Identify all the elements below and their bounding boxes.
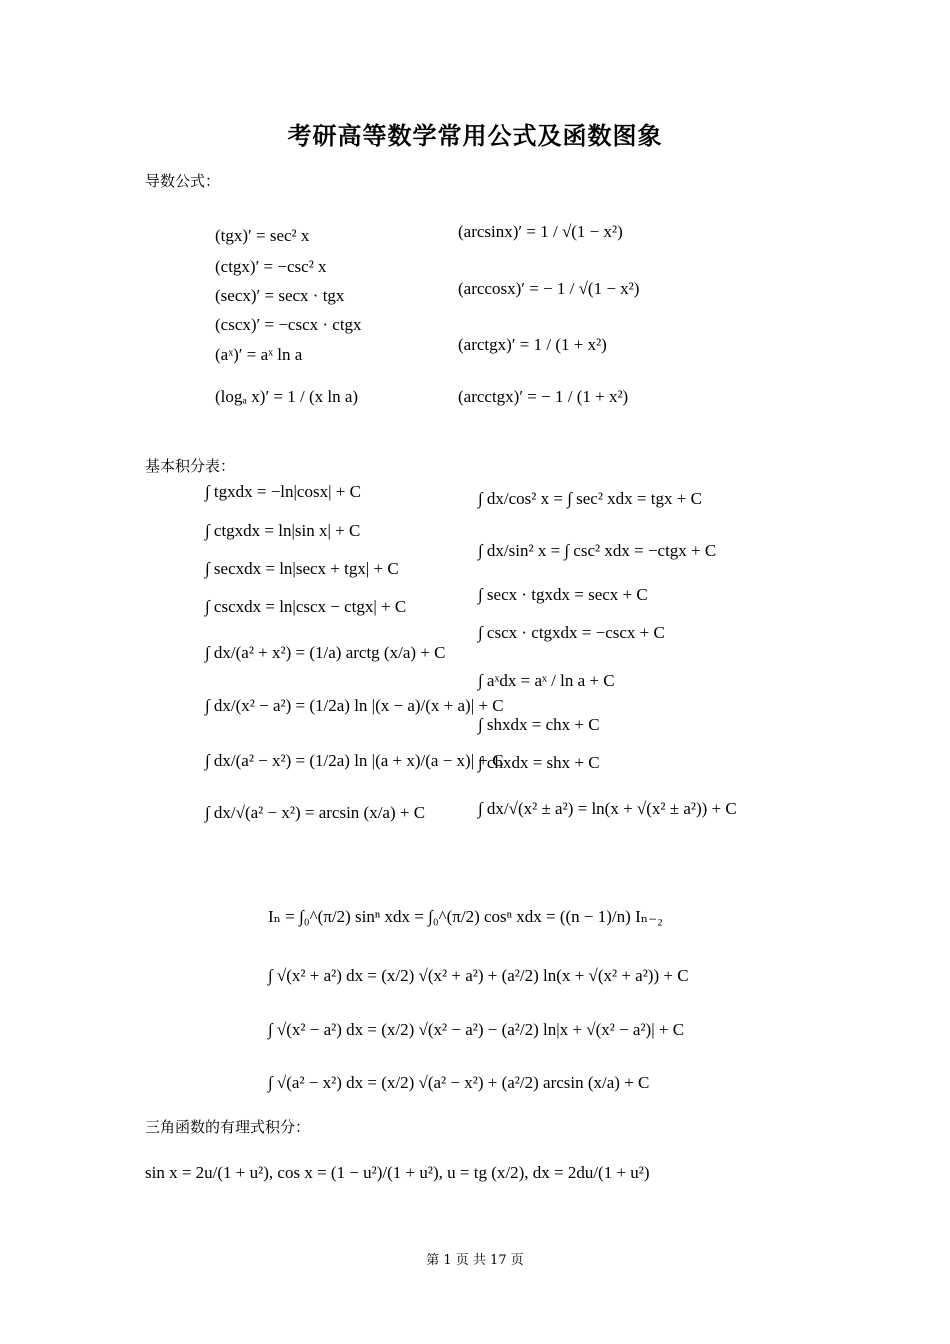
- formula-derivative-exponential: (aˣ)′ = aˣ ln a: [215, 345, 303, 364]
- formula-integral-arctg: ∫ dx/(a² + x²) = (1/a) arctg (x/a) + C: [205, 643, 446, 662]
- formula-integral-arcsin: ∫ dx/√(a² − x²) = arcsin (x/a) + C: [205, 803, 426, 822]
- formula-integral-a2-minus-x2: ∫ dx/(a² − x²) = (1/2a) ln |(a + x)/(a − x)| + C: [205, 751, 504, 770]
- formula-derivative-secx: (secx)′ = secx · tgx: [215, 286, 345, 305]
- formula-integral-ctgx: ∫ ctgxdx = ln|sin x| + C: [205, 521, 361, 540]
- formula-integral-ln-sqrt: ∫ dx/√(x² ± a²) = ln(x + √(x² ± a²)) + C: [478, 799, 737, 818]
- formula-integral-shx: ∫ shxdx = chx + C: [478, 715, 600, 734]
- formula-derivative-cscx: (cscx)′ = −cscx · ctgx: [215, 315, 362, 334]
- formula-integral-ax: ∫ aˣdx = aˣ / ln a + C: [478, 671, 615, 690]
- formula-derivative-tgx: (tgx)′ = sec² x: [215, 226, 310, 245]
- formula-derivative-ctgx: (ctgx)′ = −csc² x: [215, 257, 327, 276]
- formula-integral-sqrt-x2-plus-a2: ∫ √(x² + a²) dx = (x/2) √(x² + a²) + (a²/2) ln(x + √(x² + a²)) + C: [268, 966, 689, 985]
- formula-integral-secx: ∫ secxdx = ln|secx + tgx| + C: [205, 559, 399, 578]
- section-heading-derivatives: 导数公式：: [145, 172, 221, 190]
- formula-derivative-log: (logₐ x)′ = 1 / (x ln a): [215, 387, 359, 406]
- page-footer: 第 1 页 共 17 页: [426, 1253, 524, 1268]
- formula-integral-sqrt-x2-minus-a2: ∫ √(x² − a²) dx = (x/2) √(x² − a²) − (a²/2) ln|x + √(x² − a²)| + C: [268, 1020, 685, 1039]
- formula-trig-substitution: sin x = 2u/(1 + u²), cos x = (1 − u²)/(1 + u²), u = tg (x/2), dx = 2du/(1 + u²): [145, 1163, 650, 1182]
- formula-integral-chx: ∫ chxdx = shx + C: [478, 753, 600, 772]
- formula-integral-cscx-ctgx: ∫ cscx · ctgxdx = −cscx + C: [478, 623, 665, 642]
- section-heading-integrals: 基本积分表：: [145, 457, 236, 475]
- formula-integral-secx-tgx: ∫ secx · tgxdx = secx + C: [478, 585, 648, 604]
- formula-derivative-arccos: (arccosx)′ = − 1 / √(1 − x²): [458, 279, 640, 298]
- formula-derivative-arctg: (arctgx)′ = 1 / (1 + x²): [458, 335, 607, 354]
- formula-integral-sec2: ∫ dx/cos² x = ∫ sec² xdx = tgx + C: [478, 489, 702, 508]
- formula-integral-wallis: Iₙ = ∫₀^(π/2) sinⁿ xdx = ∫₀^(π/2) cosⁿ xdx = ((n − 1)/n) Iₙ₋₂: [268, 907, 663, 926]
- formula-integral-x2-minus-a2: ∫ dx/(x² − a²) = (1/2a) ln |(x − a)/(x + a)| + C: [205, 696, 504, 715]
- formula-integral-sqrt-a2-minus-x2: ∫ √(a² − x²) dx = (x/2) √(a² − x²) + (a²/2) arcsin (x/a) + C: [268, 1073, 650, 1092]
- formula-derivative-arcctg: (arcctgx)′ = − 1 / (1 + x²): [458, 387, 629, 406]
- formula-integral-cscx: ∫ cscxdx = ln|cscx − ctgx| + C: [205, 597, 407, 616]
- formula-integral-tgx: ∫ tgxdx = −ln|cosx| + C: [205, 482, 361, 501]
- page-title: 考研高等数学常用公式及函数图象: [287, 122, 663, 150]
- formula-derivative-arcsin: (arcsinx)′ = 1 / √(1 − x²): [458, 222, 623, 241]
- section-heading-trig-rational: 三角函数的有理式积分：: [145, 1118, 311, 1136]
- formula-integral-csc2: ∫ dx/sin² x = ∫ csc² xdx = −ctgx + C: [478, 541, 717, 560]
